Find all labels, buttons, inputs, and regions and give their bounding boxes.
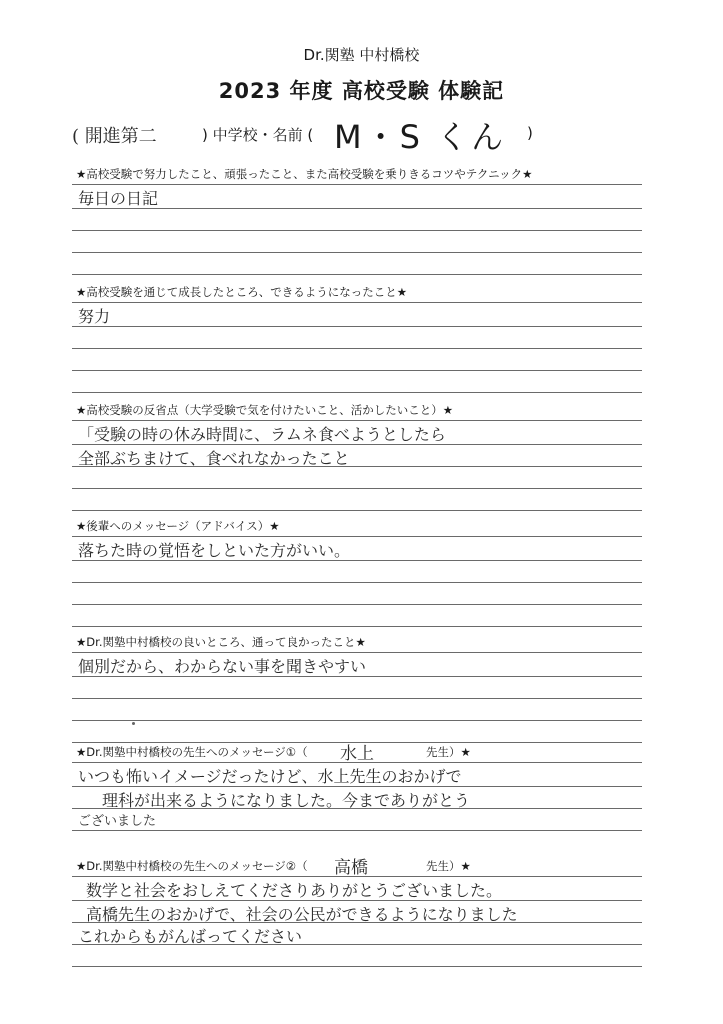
rule (72, 392, 642, 393)
answer-line: 理科が出来るようになりました。今までありがとう (102, 791, 471, 810)
question-good-points: ★Dr.関塾中村橋校の良いところ、通って良かったこと★ (76, 635, 366, 649)
rule (72, 830, 642, 831)
rule (72, 676, 642, 677)
rule (72, 922, 642, 923)
rule (72, 444, 642, 445)
rule (72, 762, 642, 763)
answer-line: 「受験の時の休み時間に、ラムネ食べようとしたら (78, 425, 446, 444)
name-line (72, 116, 592, 156)
rule (72, 348, 642, 349)
school-name: Dr.関塾 中村橋校 (303, 46, 420, 64)
rule (72, 626, 642, 627)
name-paren-close: ) (527, 124, 533, 142)
sheet-title: 2023 年度 高校受験 体験記 (218, 79, 505, 103)
answer-line: ございました (78, 814, 157, 829)
rule (72, 370, 642, 371)
rule (72, 302, 642, 303)
sensei-label-1: 先生）★ (426, 745, 471, 759)
rule (72, 808, 642, 809)
rule (72, 560, 642, 561)
answer-line: 高橋先生のおかげで、社会の公民ができるようになりました (86, 905, 518, 924)
question-teacher-message-2: ★Dr.関塾中村橋校の先生へのメッセージ②（ (76, 859, 308, 873)
answer-line: 数学と社会をおしえてくださりありがとうございました。 (86, 881, 503, 900)
question-advice: ★後輩へのメッセージ（アドバイス）★ (76, 519, 280, 533)
answer-line: 全部ぶちまけて、食べれなかったこと (78, 449, 350, 468)
question-teacher-message-1: ★Dr.関塾中村橋校の先生へのメッセージ①（ (76, 745, 308, 759)
junior-high-name: ( 開進第二 (72, 126, 157, 147)
rule (72, 208, 642, 209)
rule (72, 582, 642, 583)
junior-high-label: ) 中学校・名前 ( (202, 126, 314, 144)
rule (72, 184, 642, 185)
answer-line: 個別だから、わからない事を聞きやすい (78, 657, 367, 676)
rule (72, 420, 642, 421)
rule (72, 326, 642, 327)
rule (72, 466, 642, 467)
rule (72, 876, 642, 877)
answer-line: 落ちた時の覚悟をしといた方がいい。 (78, 541, 351, 560)
question-reflection: ★高校受験の反省点（大学受験で気を付けたいこと、活かしたいこと）★ (76, 403, 454, 417)
rule (72, 252, 642, 253)
answer-line: 努力 (78, 307, 111, 326)
student-name: M・S くん (334, 118, 507, 156)
sensei-label-2: 先生）★ (426, 859, 471, 873)
rule (72, 944, 642, 945)
rule (72, 900, 642, 901)
rule (72, 536, 642, 537)
teacher-name-2: 高橋 (334, 858, 368, 878)
question-growth: ★高校受験を通じて成長したところ、できるようになったこと★ (76, 285, 408, 299)
rule (72, 488, 642, 489)
question-effort: ★高校受験で努力したこと、頑張ったこと、また高校受験を乗りきるコツやテクニック★ (76, 167, 533, 181)
teacher-name-1: 水上 (340, 744, 374, 764)
answer-line: いつも怖いイメージだったけど、水上先生のおかげで (78, 767, 462, 786)
rule (72, 786, 642, 787)
stray-mark (132, 722, 135, 725)
rule (72, 274, 642, 275)
answer-line: これからもがんばってください (78, 927, 303, 946)
rule (72, 966, 642, 967)
rule (72, 604, 642, 605)
rule (72, 698, 642, 699)
answer-line: 毎日の日記 (78, 189, 159, 208)
rule (72, 720, 642, 721)
rule (72, 510, 642, 511)
rule (72, 652, 642, 653)
rule (72, 230, 642, 231)
